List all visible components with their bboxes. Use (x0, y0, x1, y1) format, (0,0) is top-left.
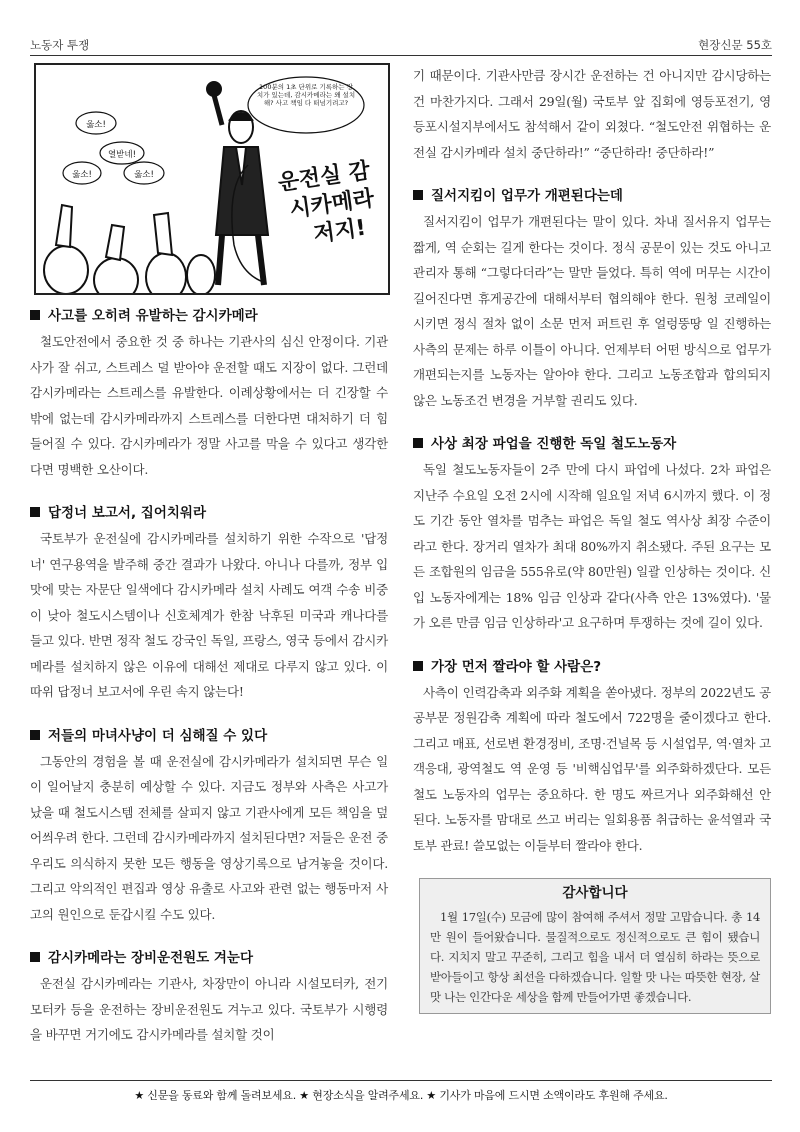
crowd-arm-3 (154, 213, 172, 255)
article-body: 그동안의 경험을 볼 때 운전실에 감시카메라가 설치되면 무슨 일이 일어날지 충분히 예상할 수 있다. 지금도 정부와 사측은 사고가 났을 때 철도시스템 전체를 살피지 않고 기관사에게 모든 책임을 덮어씌우려 한다. 그런데 감시카메라까지 설치된다면? 저들은 운전 중 우리도 의식하지 못한 모든 행동을 영상기록으로 남겨놓을 것이다. 그리고 악의적인 편집과 영상 유출로 사고와 관련 없는 행동마저 사고의 원인으로 둔갑시킬 수도 있다. (30, 753, 388, 922)
thanks-box (419, 878, 771, 1014)
raised-fist (207, 82, 221, 96)
article-continuation: 기 때문이다. 기관사만큼 장시간 운전하는 건 아니지만 감시당하는 건 마찬가지다. 그래서 29일(월) 국토부 앞 집회에 영등포전기, 영등포시설지부에서도 참석해서 같이 외쳤다. “철도안전 위협하는 운전실 감시카메라 설치 중단하라!” “중단하라! 중단하라!” (413, 68, 771, 160)
slogan-line-3: 저지! (312, 215, 368, 248)
slogan (276, 157, 380, 251)
article-heading (413, 185, 771, 207)
article-who-to-cut (413, 656, 771, 859)
page-footer: ★ 신문을 동료와 함께 돌려보세요. ★ 현장소식을 알려주세요. ★ 기사가 마음에 드시면 소액이라도 후원해 주세요. (30, 1080, 772, 1103)
crowd-figures (44, 205, 215, 293)
bullet-square-icon (30, 310, 40, 320)
slogan-line-1: 운전실 감 (276, 158, 372, 197)
crowd-arm-2 (106, 225, 124, 260)
article-heading (30, 502, 388, 524)
bubble-text-1: 옳소! (86, 120, 106, 130)
cartoon-drawing (36, 65, 388, 293)
article-german-strike (413, 433, 771, 636)
article-body: 사측이 인력감축과 외주화 계획을 쏟아냈다. 정부의 2022년도 공공부문 정원감축 계획에 따라 철도에서 722명을 줄이겠다고 한다. 그리고 매표, 선로변 환경정비, 조명·건널목 등 시설업무, 역·열차 고객응대, 광역철도 역 운영 등 '비핵심업무'를 외주화하겠단다. 모든 철도 노동자의 업무는 중요하다. 한 명도 짜르거나 외주화해선 안 된다. 노동자를 맘대로 쓰고 버리는 일회용품 취급하는 윤석열과 국토부 관료! 쓸모없는 이들부터 짤라야 한다. (413, 684, 771, 853)
page-header (30, 33, 772, 56)
thanks-body: 1월 17일(수) 모금에 많이 참여해 주셔서 정말 고맙습니다. 총 14만 원이 들어왔습니다. 물질적으로도 정신적으로도 큰 힘이 됐습니다. 지치지 말고 꾸준히, 그리고 힘을 내서 더 열심히 하라는 뜻으로 받아들이고 항상 최선을 다하겠습니다. 일할 맛 나는 따뜻한 현장, 살 맛 나는 인간다운 세상을 함께 만들어가면 좋겠습니다. (430, 910, 760, 1004)
slogan-line-2: 시카메라 (288, 186, 376, 223)
crowd-head-3 (146, 253, 186, 293)
article-cameras-cause-accidents (30, 305, 388, 482)
crowd-head-2 (94, 258, 138, 293)
article-title: 답정너 보고서, 집어치워라 (48, 505, 206, 521)
article-body: 독일 철도노동자들이 2주 만에 다시 파업에 나섰다. 2차 파업은 지난주 수요일 오전 2시에 시작해 일요일 저녁 6시까지 했다. 이 정도 기간 동안 열차를 멈추는 파업은 독일 철도 역사상 최장 수준이라고 한다. 장거리 열차가 최대 80%까지 취소됐다. 주된 요구는 모든 조합원의 임금을 555유로(약 80만원) 일괄 인상하는 것이다. 신입 노동자에게는 18% 임금 인상과 같다(사측 안은 13%였다). '물가 오른 만큼 임금 인상하라'고 요구하며 투쟁하는 것에 길이 있다. (413, 462, 771, 630)
article-witch-hunt (30, 725, 388, 928)
article-title: 감시카메라는 장비운전원도 겨눈다 (48, 950, 254, 966)
article-body: 철도안전에서 중요한 것 중 하나는 기관사의 심신 안정이다. 기관사가 잘 쉬고, 스트레스 덜 받아야 운전할 때도 지장이 없다. 그런데 감시카메라는 스트레스를 유발한다. 이례상황에서는 더 긴장할 수밖에 없는데 감시카메라까지 스트레스를 더한다면 대처하기 더 힘들어질 수 있다. 감시카메라가 정말 사고를 막을 수 있다고 생각한다면 명백한 오산이다. (30, 334, 388, 477)
crowd-arm-1 (56, 205, 72, 247)
right-column (413, 63, 771, 1014)
article-body: 운전실 감시카메라는 기관사, 차장만이 아니라 시설모터카, 전기모터카 등을 운전하는 장비운전원도 겨누고 있다. 국토부가 시행령을 바꾸면 거기에도 감시카메라를 설치할 것이 (30, 976, 388, 1042)
article-title: 질서지킴이 업무가 개편된다는데 (431, 188, 623, 204)
article-title: 가장 먼저 짤라야 할 사람은? (431, 658, 602, 675)
bullet-square-icon (30, 507, 40, 517)
article-equipment-operators (30, 947, 388, 1048)
bullet-square-icon (413, 661, 423, 671)
raised-arm (214, 95, 222, 125)
speaker-leg-left (218, 235, 222, 285)
article-biased-report (30, 502, 388, 705)
bubble-text-4: 옳소! (134, 170, 154, 180)
issue-label: 현장신문 55호 (698, 38, 772, 52)
crowd-head-1 (44, 246, 88, 293)
article-body: 국토부가 운전실에 감시카메라를 설치하기 위한 수작으로 '답정너' 연구용역을 발주해 중간 결과가 나왔다. 아니나 다를까, 정부 입맛에 맞는 자문단 일색에다 감시카메라 설치 사례도 여객 수송 비중이 낮아 철도시스템이나 신호체계가 한참 낙후된 미국과 캐나다를 들고 있다. 반면 정작 철도 강국인 독일, 프랑스, 영국 등에서 감시카메라를 설치하지 않은 이유에 대해선 제대로 다루지 않고 있다. 이따위 답정너 보고서에 우린 속지 않는다! (30, 531, 388, 699)
bullet-square-icon (30, 730, 40, 740)
bubble-text-3: 옳소! (72, 170, 92, 180)
article-order-keepers (413, 185, 771, 413)
bullet-square-icon (413, 438, 423, 448)
article-heading (413, 433, 771, 455)
thanks-title: 감사합니다 (562, 885, 628, 901)
bullet-square-icon (413, 190, 423, 200)
article-title: 사고를 오히려 유발하는 감시카메라 (48, 308, 258, 324)
bubble-text-2: 열받네! (107, 150, 137, 160)
cartoon-illustration (34, 63, 390, 295)
article-title: 사상 최장 파업을 진행한 독일 철도노동자 (431, 436, 677, 452)
article-title: 저들의 마녀사냥이 더 심해질 수 있다 (48, 727, 268, 744)
article-heading (413, 656, 771, 678)
speaker-bubble-text-box (256, 83, 356, 131)
section-label: 노동자 투쟁 (30, 38, 90, 52)
speaker-bubble-text: 100분의 1초 단위로 기록하는 장치가 있는데, 감시카메라는 왜 설치해? 사고 책임 다 떠넘기려고? (256, 83, 356, 107)
crowd-head-4 (187, 255, 215, 293)
article-heading (30, 305, 388, 327)
article-heading (30, 947, 388, 969)
article-heading (30, 725, 388, 747)
article-body: 질서지킴이 업무가 개편된다는 말이 있다. 차내 질서유지 업무는 짧게, 역 순회는 길게 한다는 것이다. 정식 공문이 있는 것도 아니고 관리자 통해 “그렇다더라”는 말만 들었다. 특히 역에 머무는 시간이 길어진다면 휴게공간에 대해서부터 협의해야 한다. 원청 코레일이 시키면 정식 절차 없이 소문 먼저 퍼트린 후 얼렁뚱땅 일 진행하는 사측의 문제는 하루 이틀이 아니다. 언제부터 어떤 방식으로 업무가 개편되는지를 노동자는 알아야 한다. 그리고 노동조합과 합의되지 않은 노동조건 변경을 거부할 권리도 있다. (413, 214, 771, 408)
bullet-square-icon (30, 952, 40, 962)
speaker-leg-right (258, 235, 264, 285)
left-column (30, 63, 388, 1068)
